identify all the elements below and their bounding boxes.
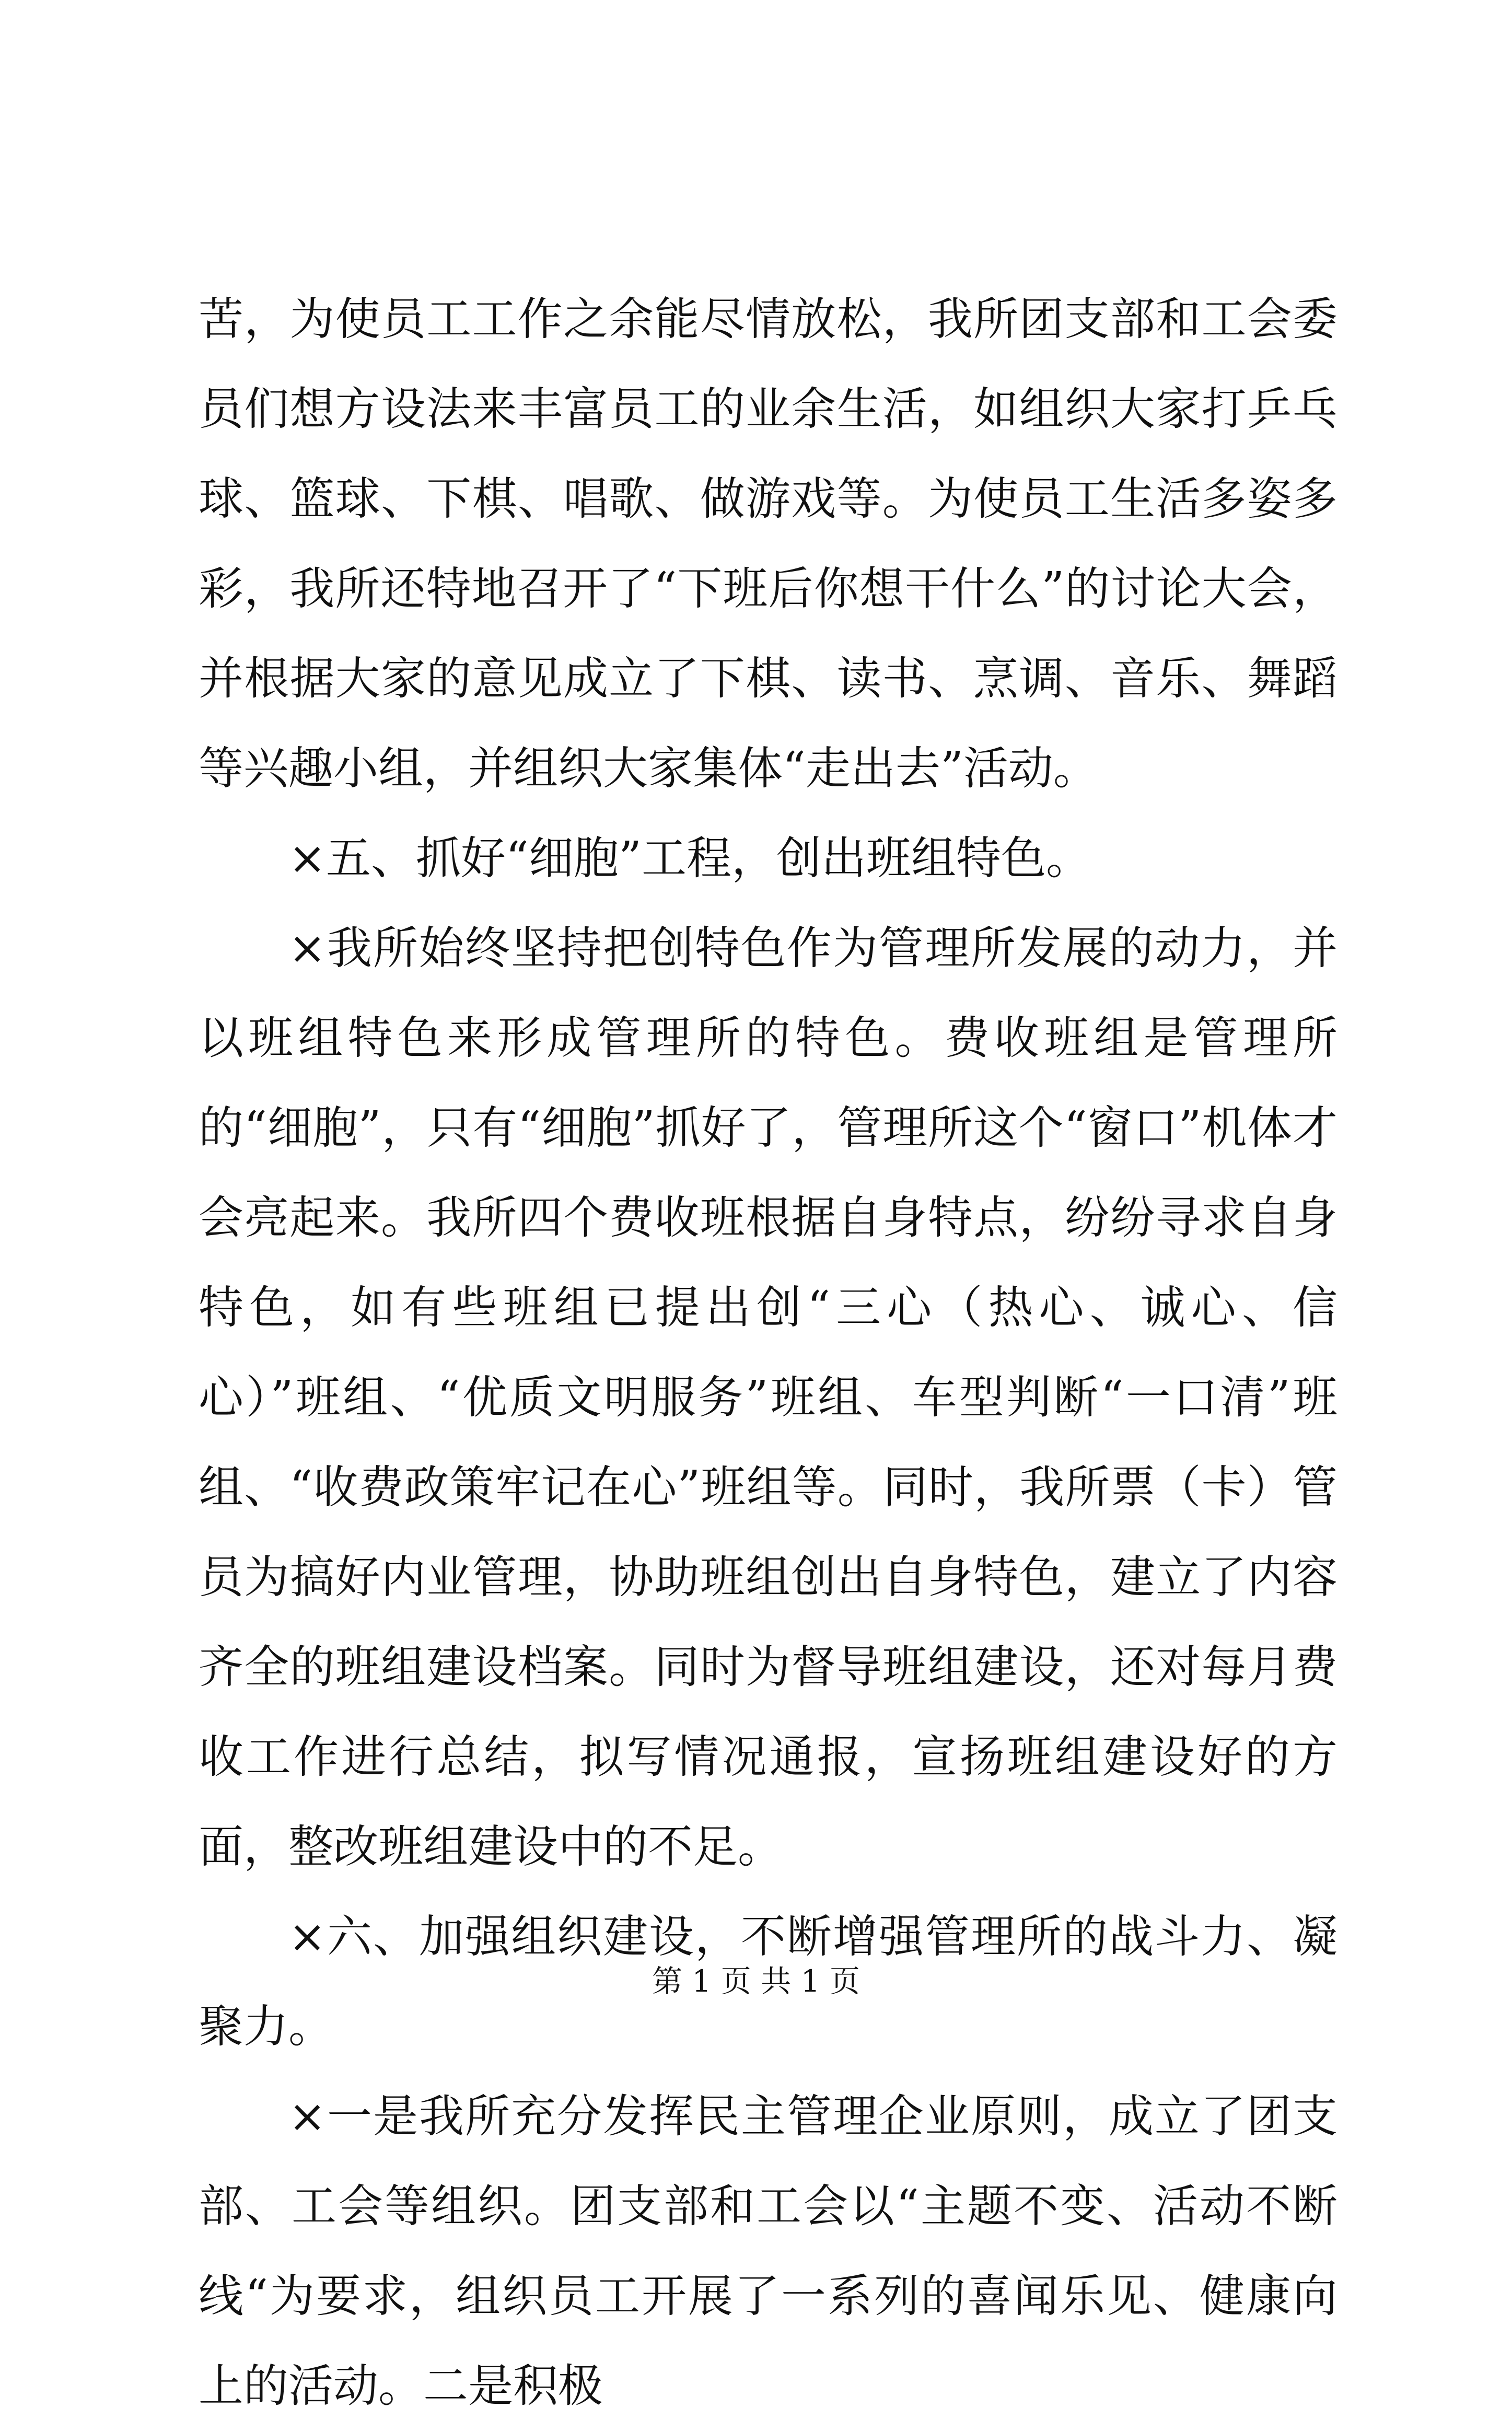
document-body <box>199 274 1337 2431</box>
paragraph-2-heading: ×五、抓好“细胞”工程，创出班组特色。 <box>288 832 1091 885</box>
paragraph-1: 苦，为使员工工作之余能尽情放松，我所团支部和工会委员们想方设法来丰富员工的业余生活，如组织大家打乒乓球、篮球、下棋、唱歌、做游戏等。为使员工生活多姿多彩，我所还特地召开了“下班后你想干什么”的讨论大会，并根据大家的意见成立了下棋、读书、烹调、音乐、舞蹈等兴趣小组，并组织大家集体“走出去”活动。 <box>199 293 1337 795</box>
paragraph-4-heading: ×六、加强组织建设，不断增强管理所的战斗力、凝聚力。 <box>199 1911 1337 2053</box>
paragraph-5: ×一是我所充分发挥民主管理企业原则，成立了团支部、工会等组织。团支部和工会以“主题不变、活动不断线“为要求，组织员工开展了一系列的喜闻乐见、健康向上的活动。二是积极 <box>199 2090 1337 2412</box>
page-footer: 第 1 页 共 1 页 <box>652 1963 860 1999</box>
paragraph-3: ×我所始终坚持把创特色作为管理所发展的动力，并以班组特色来形成管理所的特色。费收班组是管理所的“细胞”，只有“细胞”抓好了，管理所这个“窗口”机体才会亮起来。我所四个费收班根据自身特点，纷纷寻求自身特色，如有些班组已提出创“三心（热心、诚心、信心）”班组、“优质文明服务”班组、车型判断“一口清”班组、“收费政策牢记在心”班组等。同时，我所票（卡）管员为搞好内业管理，协助班组创出自身特色，建立了内容齐全的班组建设档案。同时为督导班组建设，还对每月费收工作进行总结，拟写情况通报，宣扬班组建设好的方面，整改班组建设中的不足。 <box>199 922 1337 1873</box>
